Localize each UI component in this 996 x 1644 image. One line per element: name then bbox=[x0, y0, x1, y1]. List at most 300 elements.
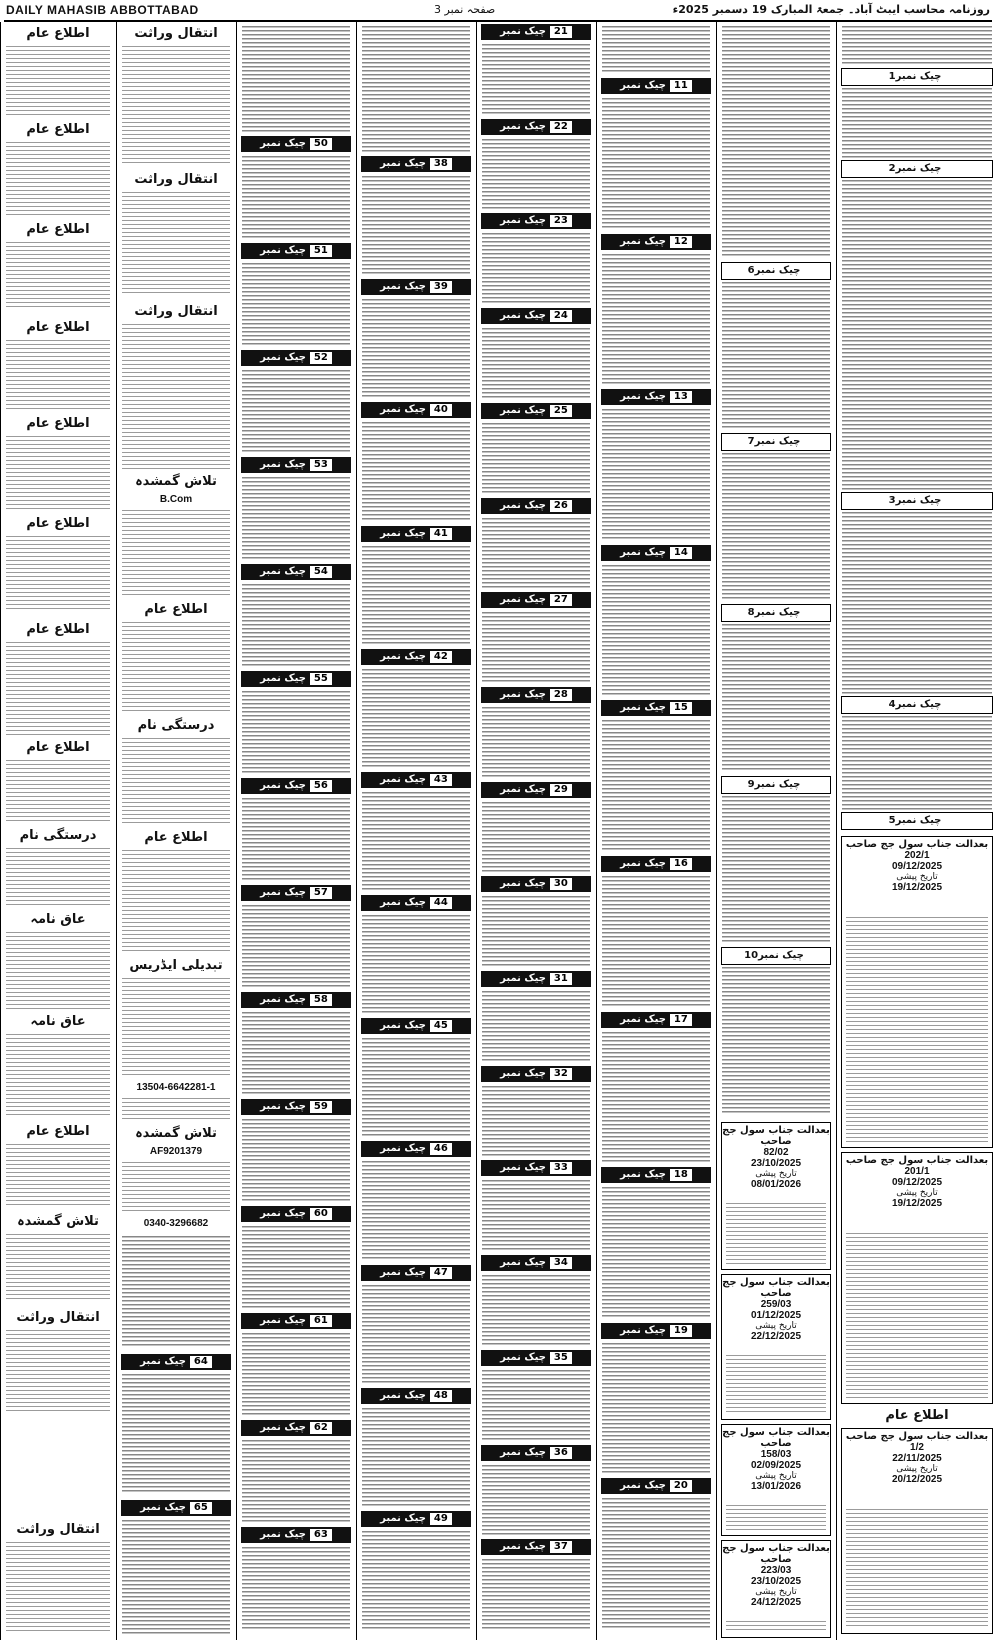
cheque-number: 26 bbox=[550, 500, 572, 512]
cheque-label: چیک نمبر bbox=[260, 352, 306, 363]
cheque-banner bbox=[241, 564, 351, 580]
cheque-banner bbox=[361, 402, 471, 418]
column-cheque-notices-d bbox=[476, 22, 595, 1640]
court-notice bbox=[721, 1540, 831, 1638]
court-heading: بعدالت جناب سول جج صاحب bbox=[845, 1155, 989, 1166]
notice-text bbox=[482, 1465, 590, 1536]
notice-text bbox=[242, 370, 350, 453]
cheque-banner bbox=[481, 1350, 591, 1366]
cheque-number: 44 bbox=[430, 897, 452, 909]
section-heading: اطلاع عام bbox=[144, 830, 208, 845]
cheque-number: 21 bbox=[550, 26, 572, 38]
next-date-label: تاریخ پیشی bbox=[755, 1321, 797, 1331]
notice-text bbox=[362, 792, 470, 891]
notice-text bbox=[6, 932, 110, 1010]
cheque-number: 46 bbox=[430, 1143, 452, 1155]
section-heading: اطلاع عام bbox=[26, 222, 90, 237]
filing-date: 09/12/2025 bbox=[891, 861, 943, 872]
notice-text bbox=[122, 1374, 230, 1494]
cheque-label: چیک نمبر bbox=[500, 1447, 546, 1458]
notice-text bbox=[122, 192, 230, 296]
cheque-number: 28 bbox=[550, 689, 572, 701]
cheque-label: چیک نمبر bbox=[260, 138, 306, 149]
cheque-banner bbox=[241, 778, 351, 794]
cheque-label: چیک نمبر bbox=[260, 1315, 306, 1326]
notice-text bbox=[482, 991, 590, 1062]
hearing-date: 08/01/2026 bbox=[750, 1179, 802, 1190]
court-notice bbox=[841, 1428, 993, 1634]
cheque-banner bbox=[601, 389, 711, 405]
notice-text bbox=[242, 584, 350, 667]
cheque-number: 63 bbox=[310, 1529, 332, 1541]
cheque-number: 27 bbox=[550, 594, 572, 606]
notice-text bbox=[6, 642, 110, 736]
section-heading: اطلاع عام bbox=[26, 416, 90, 431]
next-date-label: تاریخ پیشی bbox=[755, 1169, 797, 1179]
cheque-label: چیک نمبر bbox=[620, 1169, 666, 1180]
cheque-label: چیک نمبر bbox=[895, 699, 942, 710]
notice-text bbox=[842, 512, 992, 708]
notice-text bbox=[846, 917, 988, 1143]
notice-text bbox=[6, 1234, 110, 1302]
next-date-label: تاریخ پیشی bbox=[896, 1188, 938, 1198]
cheque-label: چیک نمبر bbox=[380, 897, 426, 908]
notice-text bbox=[602, 720, 710, 852]
section-heading: انتقال وراثت bbox=[134, 172, 218, 187]
cheque-number: 58 bbox=[310, 994, 332, 1006]
cheque-banner bbox=[601, 1167, 711, 1183]
notice-text bbox=[842, 180, 992, 506]
cheque-number: 24 bbox=[550, 310, 572, 322]
bcom-label: B.Com bbox=[159, 494, 193, 505]
hearing-date: 20/12/2025 bbox=[891, 1474, 943, 1485]
cheque-banner bbox=[361, 1388, 471, 1404]
cheque-label: چیک نمبر bbox=[620, 858, 666, 869]
cheque-number: 33 bbox=[550, 1162, 572, 1174]
cheque-label: چیک نمبر bbox=[140, 1502, 186, 1513]
notice-text bbox=[482, 896, 590, 967]
cheque-label: چیک نمبر bbox=[380, 1267, 426, 1278]
court-notice bbox=[841, 836, 993, 1148]
cheque-label: چیک نمبر bbox=[500, 878, 546, 889]
cheque-number: 29 bbox=[550, 784, 572, 796]
section-heading: تبدیلی ایڈریس bbox=[129, 958, 223, 973]
filing-date: 23/10/2025 bbox=[750, 1576, 802, 1587]
cheque-banner bbox=[481, 213, 591, 229]
cheque-number: 20 bbox=[670, 1480, 692, 1492]
cheque-label: چیک نمبر bbox=[754, 265, 801, 276]
notice-text bbox=[122, 850, 230, 954]
notice-text bbox=[482, 44, 590, 115]
cheque-number: 1 bbox=[888, 71, 896, 82]
cheque-label: چیک نمبر bbox=[895, 495, 942, 506]
cheque-banner bbox=[241, 1527, 351, 1543]
cheque-label: چیک نمبر bbox=[380, 1513, 426, 1524]
cheque-label: چیک نمبر bbox=[500, 1162, 546, 1173]
cheque-number: 47 bbox=[430, 1267, 452, 1279]
filing-date: 01/12/2025 bbox=[750, 1310, 802, 1321]
cheque-label: چیک نمبر bbox=[500, 973, 546, 984]
cheque-number: 11 bbox=[670, 80, 692, 92]
notice-text bbox=[726, 1621, 826, 1633]
notice-text bbox=[122, 1098, 230, 1122]
cheque-banner bbox=[241, 1099, 351, 1115]
cheque-number: 52 bbox=[310, 352, 332, 364]
court-heading: بعدالت جناب سول جج صاحب bbox=[722, 1543, 830, 1565]
cheque-label: چیک نمبر bbox=[754, 607, 801, 618]
cheque-label: چیک نمبر bbox=[895, 815, 942, 826]
cheque-banner bbox=[721, 947, 831, 965]
notice-text bbox=[242, 263, 350, 346]
cheque-label: چیک نمبر bbox=[380, 281, 426, 292]
notice-text bbox=[242, 1547, 350, 1630]
cheque-banner bbox=[121, 1354, 231, 1370]
cheque-label: چیک نمبر bbox=[754, 436, 801, 447]
case-number: 82/02 bbox=[763, 1147, 789, 1158]
notice-text bbox=[482, 518, 590, 589]
cnic-number: 13504-6642281-1 bbox=[136, 1082, 216, 1093]
cheque-number: 36 bbox=[550, 1447, 572, 1459]
cheque-label: چیک نمبر bbox=[500, 594, 546, 605]
cheque-number: 61 bbox=[310, 1315, 332, 1327]
column-cheque-notices-f bbox=[236, 22, 355, 1640]
cheque-label: چیک نمبر bbox=[380, 774, 426, 785]
cheque-banner bbox=[361, 156, 471, 172]
notice-text bbox=[722, 624, 830, 771]
court-heading: بعدالت جناب سول جج صاحب bbox=[722, 1277, 830, 1299]
cheque-banner bbox=[361, 1265, 471, 1281]
notice-text bbox=[482, 1086, 590, 1157]
cheque-number: 13 bbox=[670, 391, 692, 403]
notice-text bbox=[842, 26, 992, 64]
cheque-label: چیک نمبر bbox=[260, 887, 306, 898]
cheque-number: 53 bbox=[310, 459, 332, 471]
cheque-number: 51 bbox=[310, 245, 332, 257]
cheque-number: 60 bbox=[310, 1208, 332, 1220]
cheque-banner bbox=[481, 24, 591, 40]
cheque-number: 62 bbox=[310, 1422, 332, 1434]
cheque-banner bbox=[481, 119, 591, 135]
cheque-number: 56 bbox=[310, 780, 332, 792]
notice-text bbox=[726, 1505, 826, 1531]
cheque-number: 4 bbox=[888, 699, 896, 710]
section-heading: انتقال وراثت bbox=[134, 26, 218, 41]
cheque-banner bbox=[361, 1511, 471, 1527]
notice-text bbox=[846, 1509, 988, 1629]
section-heading: تلاش گمشدہ bbox=[135, 1126, 217, 1141]
cheque-label: چیک نمبر bbox=[895, 71, 942, 82]
cheque-label: چیک نمبر bbox=[500, 1068, 546, 1079]
cheque-label: چیک نمبر bbox=[500, 405, 546, 416]
notice-text bbox=[362, 1161, 470, 1260]
notice-text bbox=[242, 1012, 350, 1095]
cheque-label: چیک نمبر bbox=[380, 528, 426, 539]
notice-text bbox=[122, 978, 230, 1076]
cheque-number: 50 bbox=[310, 138, 332, 150]
cheque-banner bbox=[241, 1420, 351, 1436]
notice-text bbox=[602, 1032, 710, 1164]
cheque-label: چیک نمبر bbox=[260, 673, 306, 684]
cheque-banner bbox=[601, 78, 711, 94]
column-court-notices bbox=[716, 22, 835, 1640]
court-notice bbox=[721, 1274, 831, 1420]
filing-date: 23/10/2025 bbox=[750, 1158, 802, 1169]
cheque-number: 39 bbox=[430, 281, 452, 293]
cheque-banner bbox=[841, 696, 993, 714]
notice-text bbox=[6, 1330, 110, 1414]
cheque-label: چیک نمبر bbox=[260, 1422, 306, 1433]
notice-text bbox=[242, 477, 350, 560]
cheque-number: 64 bbox=[190, 1356, 212, 1368]
section-heading: عاق نامہ bbox=[30, 1014, 86, 1029]
case-number: 1/2 bbox=[910, 1442, 924, 1453]
cheque-label: چیک نمبر bbox=[500, 121, 546, 132]
notice-text bbox=[6, 142, 110, 218]
notice-text bbox=[722, 26, 830, 258]
notice-text bbox=[6, 1542, 110, 1634]
cheque-number: 45 bbox=[430, 1020, 452, 1032]
notice-text bbox=[362, 1285, 470, 1384]
notice-text bbox=[242, 1226, 350, 1309]
cheque-banner bbox=[481, 403, 591, 419]
cheque-banner bbox=[721, 262, 831, 280]
notice-text bbox=[722, 967, 830, 1114]
cheque-label: چیک نمبر bbox=[380, 651, 426, 662]
contact-phone: 0340-3296682 bbox=[143, 1218, 209, 1229]
case-number: 202/1 bbox=[904, 850, 930, 861]
notice-text bbox=[482, 802, 590, 873]
section-heading: درستگی نام bbox=[137, 718, 215, 733]
hearing-date: 19/12/2025 bbox=[891, 1198, 943, 1209]
cheque-number: 55 bbox=[310, 673, 332, 685]
notice-text bbox=[602, 409, 710, 541]
notice-text bbox=[122, 324, 230, 470]
cheque-label: چیک نمبر bbox=[620, 391, 666, 402]
notice-text bbox=[726, 1203, 826, 1265]
cheque-label: چیک نمبر bbox=[380, 1390, 426, 1401]
next-date-label: تاریخ پیشی bbox=[896, 1464, 938, 1474]
cheque-label: چیک نمبر bbox=[380, 404, 426, 415]
cheque-banner bbox=[481, 308, 591, 324]
cheque-banner bbox=[601, 1323, 711, 1339]
cheque-number: 14 bbox=[670, 547, 692, 559]
column-right-notices bbox=[836, 22, 996, 1640]
cheque-banner bbox=[601, 856, 711, 872]
notice-text bbox=[602, 1187, 710, 1319]
notice-text bbox=[122, 510, 230, 596]
cheque-banner bbox=[361, 279, 471, 295]
notice-text bbox=[122, 622, 230, 714]
document-number: AF9201379 bbox=[149, 1146, 203, 1157]
next-date-label: تاریخ پیشی bbox=[755, 1471, 797, 1481]
cheque-banner bbox=[481, 592, 591, 608]
cheque-number: 38 bbox=[430, 158, 452, 170]
cheque-banner bbox=[601, 545, 711, 561]
notice-text bbox=[122, 46, 230, 166]
notice-text bbox=[362, 299, 470, 398]
notice-text bbox=[122, 738, 230, 826]
cheque-number: 6 bbox=[747, 265, 755, 276]
notice-text bbox=[362, 915, 470, 1014]
cheque-number: 15 bbox=[670, 702, 692, 714]
cheque-banner bbox=[481, 971, 591, 987]
cheque-label: چیک نمبر bbox=[260, 780, 306, 791]
notice-text bbox=[122, 1162, 230, 1214]
cheque-number: 3 bbox=[888, 495, 896, 506]
cheque-number: 7 bbox=[747, 436, 755, 447]
cheque-label: چیک نمبر bbox=[620, 702, 666, 713]
cheque-number: 31 bbox=[550, 973, 572, 985]
cheque-banner bbox=[601, 700, 711, 716]
cheque-number: 59 bbox=[310, 1101, 332, 1113]
cheque-label: چیک نمبر bbox=[260, 1529, 306, 1540]
cheque-banner bbox=[361, 526, 471, 542]
section-heading: اطلاع عام bbox=[26, 622, 90, 637]
case-number: 259/03 bbox=[760, 1299, 792, 1310]
cheque-number: 17 bbox=[670, 1014, 692, 1026]
notice-text bbox=[722, 282, 830, 429]
page-number: صفحہ نمبر 3 bbox=[434, 3, 496, 16]
filing-date: 22/11/2025 bbox=[892, 1453, 942, 1464]
cheque-label: چیک نمبر bbox=[758, 950, 804, 961]
cheque-banner bbox=[721, 604, 831, 622]
cheque-number: 9 bbox=[747, 779, 755, 790]
notice-text bbox=[722, 796, 830, 943]
cheque-banner bbox=[481, 1255, 591, 1271]
notice-text bbox=[846, 1233, 988, 1399]
cheque-label: چیک نمبر bbox=[500, 784, 546, 795]
cheque-banner bbox=[241, 457, 351, 473]
cheque-label: چیک نمبر bbox=[500, 500, 546, 511]
cheque-banner bbox=[601, 1478, 711, 1494]
cheque-label: چیک نمبر bbox=[620, 80, 666, 91]
cheque-banner bbox=[481, 782, 591, 798]
court-heading: بعدالت جناب سول جج صاحب bbox=[845, 1431, 989, 1442]
cheque-banner bbox=[241, 136, 351, 152]
cheque-banner bbox=[361, 649, 471, 665]
cheque-label: چیک نمبر bbox=[380, 1143, 426, 1154]
cheque-banner bbox=[241, 992, 351, 1008]
cheque-label: چیک نمبر bbox=[500, 1257, 546, 1268]
court-notice bbox=[841, 1152, 993, 1404]
notice-text bbox=[122, 1520, 230, 1636]
cheque-label: چیک نمبر bbox=[260, 1208, 306, 1219]
notice-text bbox=[242, 1440, 350, 1523]
cheque-label: چیک نمبر bbox=[380, 158, 426, 169]
cheque-banner bbox=[841, 812, 993, 830]
cheque-banner bbox=[241, 243, 351, 259]
masthead-urdu-title: روزنامہ محاسب ایبٹ آباد۔ جمعۃ المبارک 19 دسمبر 2025ء bbox=[672, 3, 990, 16]
cheque-banner bbox=[841, 492, 993, 510]
section-heading: اطلاع عام bbox=[26, 320, 90, 335]
court-notice bbox=[721, 1122, 831, 1270]
cheque-label: چیک نمبر bbox=[140, 1356, 186, 1367]
notice-text bbox=[362, 176, 470, 275]
section-heading: درستگی نام bbox=[19, 828, 97, 843]
masthead-english-title: DAILY MAHASIB ABBOTTABAD bbox=[6, 3, 199, 17]
case-number: 158/03 bbox=[760, 1449, 792, 1460]
cheque-banner bbox=[241, 350, 351, 366]
cheque-banner bbox=[481, 876, 591, 892]
section-heading: تلاش گمشدہ bbox=[135, 474, 217, 489]
cheque-label: چیک نمبر bbox=[500, 215, 546, 226]
cheque-label: چیک نمبر bbox=[380, 1020, 426, 1031]
notice-text bbox=[602, 254, 710, 386]
court-heading: بعدالت جناب سول جج صاحب bbox=[722, 1125, 830, 1147]
cheque-label: چیک نمبر bbox=[500, 689, 546, 700]
cheque-number: 25 bbox=[550, 405, 572, 417]
cheque-label: چیک نمبر bbox=[260, 1101, 306, 1112]
notice-text bbox=[602, 98, 710, 230]
cheque-banner bbox=[241, 885, 351, 901]
section-heading: اطلاع عام bbox=[144, 602, 208, 617]
cheque-banner bbox=[121, 1500, 231, 1516]
notice-text bbox=[6, 46, 110, 116]
cheque-label: چیک نمبر bbox=[500, 26, 546, 37]
cheque-banner bbox=[721, 433, 831, 451]
cheque-banner bbox=[841, 68, 993, 86]
cheque-label: چیک نمبر bbox=[620, 1480, 666, 1491]
notice-text bbox=[362, 1531, 470, 1630]
notice-text bbox=[362, 1408, 470, 1507]
notice-text bbox=[602, 1498, 710, 1630]
section-heading: انتقال وراثت bbox=[16, 1310, 100, 1325]
cheque-number: 8 bbox=[747, 607, 755, 618]
cheque-label: چیک نمبر bbox=[260, 566, 306, 577]
case-number: 223/03 bbox=[760, 1565, 792, 1576]
cheque-banner bbox=[481, 498, 591, 514]
section-heading: انتقال وراثت bbox=[134, 304, 218, 319]
next-date-label: تاریخ پیشی bbox=[896, 872, 938, 882]
cheque-label: چیک نمبر bbox=[500, 1352, 546, 1363]
cheque-label: چیک نمبر bbox=[260, 994, 306, 1005]
notice-text bbox=[242, 26, 350, 132]
notice-text bbox=[482, 423, 590, 494]
notice-text bbox=[122, 1236, 230, 1346]
column-cheque-notices-e bbox=[356, 22, 475, 1640]
notice-text bbox=[482, 233, 590, 304]
notice-text bbox=[602, 26, 710, 74]
notice-text bbox=[362, 26, 470, 152]
notice-text bbox=[482, 707, 590, 778]
cheque-label: چیک نمبر bbox=[620, 236, 666, 247]
filing-date: 02/09/2025 bbox=[750, 1460, 802, 1471]
cheque-number: 35 bbox=[550, 1352, 572, 1364]
notice-text bbox=[602, 565, 710, 697]
notice-text bbox=[6, 1034, 110, 1118]
cheque-number: 54 bbox=[310, 566, 332, 578]
notice-text bbox=[602, 876, 710, 1008]
cheque-number: 65 bbox=[190, 1502, 212, 1514]
section-heading: اطلاع عام bbox=[26, 740, 90, 755]
section-heading: عاق نامہ bbox=[30, 912, 86, 927]
cheque-label: چیک نمبر bbox=[895, 163, 942, 174]
cheque-number: 5 bbox=[888, 815, 896, 826]
notice-text bbox=[722, 453, 830, 600]
notice-text bbox=[482, 1370, 590, 1441]
cheque-number: 42 bbox=[430, 651, 452, 663]
cheque-number: 49 bbox=[430, 1513, 452, 1525]
cheque-banner bbox=[361, 895, 471, 911]
notice-text bbox=[6, 1144, 110, 1208]
cheque-banner bbox=[241, 1313, 351, 1329]
notice-text bbox=[482, 1180, 590, 1251]
notice-text bbox=[482, 328, 590, 399]
notice-text bbox=[6, 436, 110, 512]
notice-text bbox=[242, 798, 350, 881]
section-heading: اطلاع عام bbox=[885, 1408, 949, 1423]
cheque-banner bbox=[361, 1141, 471, 1157]
